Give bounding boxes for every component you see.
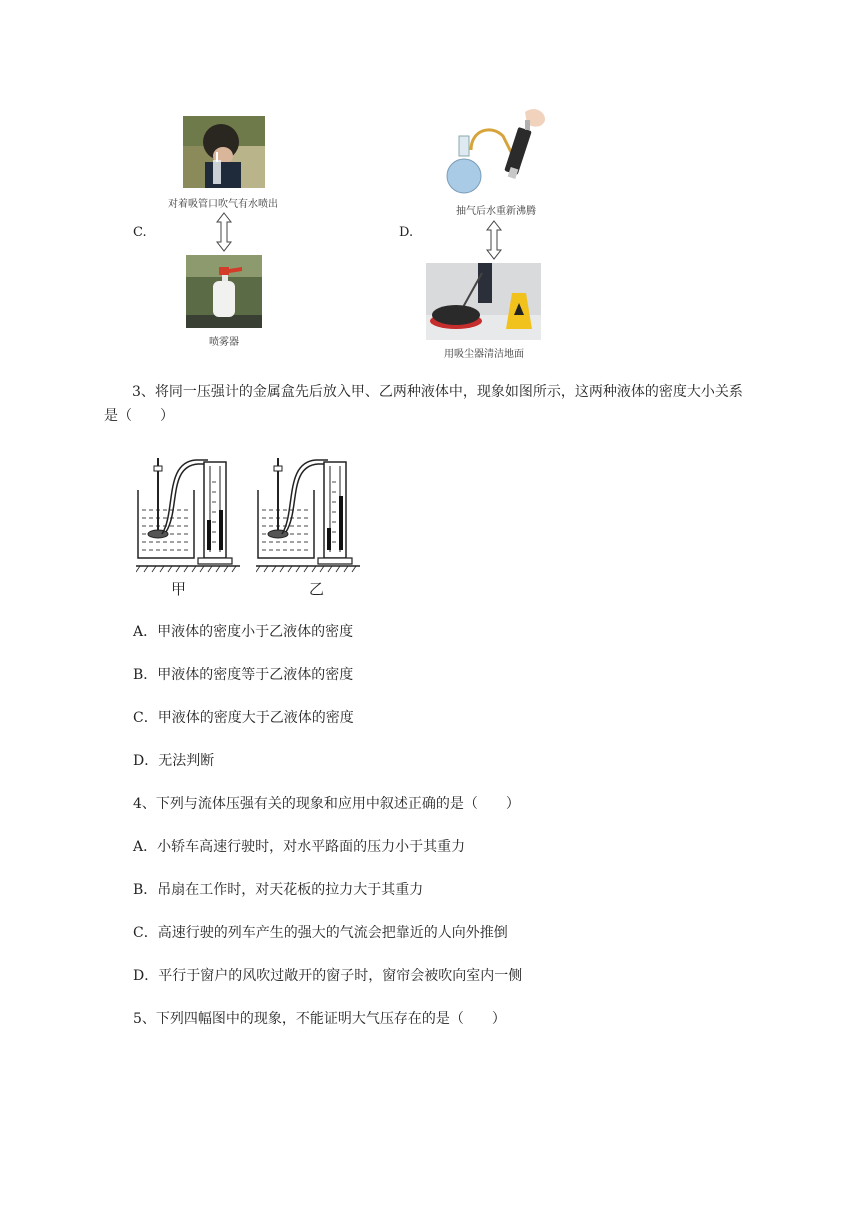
figure-label-jia: 甲 [171, 580, 187, 598]
option-c-top-caption: 对着吸管口吹气有水喷出 [168, 199, 278, 210]
question-4-option-b: B．吊扇在工作时，对天花板的拉力大于其重力 [133, 882, 424, 898]
question-3-option-c: C．甲液体的密度大于乙液体的密度 [133, 710, 354, 726]
double-arrow-icon [486, 220, 502, 264]
figure-label-yi: 乙 [309, 580, 325, 598]
floor-cleaner-photo [426, 263, 541, 340]
flask-pump-photo [441, 106, 553, 196]
question-4-option-a: A．小轿车高速行驶时，对水平路面的压力小于其重力 [133, 839, 466, 855]
question-3-option-d: D．无法判断 [133, 753, 215, 769]
option-c-label: C. [133, 225, 147, 240]
question-4-option-c: C．高速行驶的列车产生的强大的气流会把靠近的人向外推倒 [133, 925, 508, 941]
option-d-bottom-caption: 用吸尘器清洁地面 [444, 349, 524, 360]
option-d-top-caption: 抽气后水重新沸腾 [456, 206, 536, 217]
question-3-option-b: B．甲液体的密度等于乙液体的密度 [133, 667, 354, 683]
sprayer-photo [186, 255, 262, 328]
question-3-option-a: A．甲液体的密度小于乙液体的密度 [133, 624, 354, 640]
manometer-figure-jia [136, 452, 242, 582]
manometer-figure-yi [256, 452, 362, 582]
question-3-stem: 3、将同一压强计的金属盒先后放入甲、乙两种液体中，现象如图所示，这两种液体的密度大小关系是（ ） [104, 384, 743, 424]
question-4-option-d: D．平行于窗户的风吹过敞开的窗子时，窗帘会被吹向室内一侧 [133, 968, 523, 984]
option-c-bottom-caption: 喷雾器 [209, 337, 239, 348]
question-5-stem: 5、下列四幅图中的现象，不能证明大气压存在的是（ ） [133, 1011, 506, 1027]
question-4-stem: 4、下列与流体压强有关的现象和应用中叙述正确的是（ ） [133, 796, 520, 812]
option-d-label: D. [399, 225, 414, 240]
straw-blowing-photo [183, 116, 265, 188]
double-arrow-icon [216, 212, 232, 256]
